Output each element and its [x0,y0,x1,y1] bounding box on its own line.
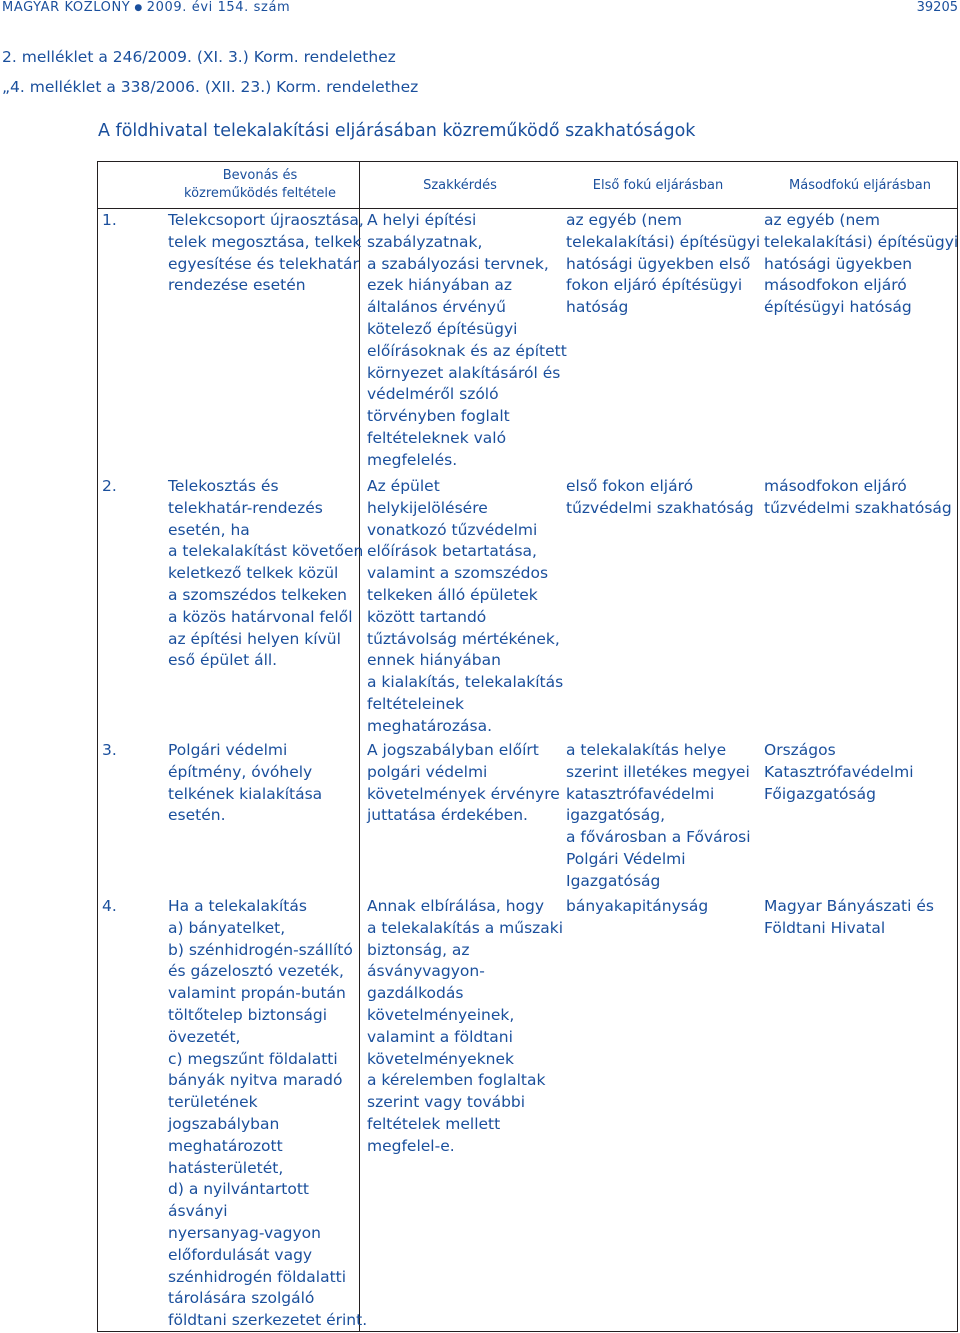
issue-label: 2009. évi 154. szám [146,0,291,15]
document-title: A földhivatal telekalakítási eljárásában közreműködő szakhatóságok [98,121,696,141]
journal-info [2,0,290,15]
question-cell [367,210,567,472]
text-line: Polgári Védelmi [566,849,686,868]
text-line: Telekosztás és [168,477,279,495]
text-line: valamint a szomszédos [367,564,549,583]
second-instance-cell [764,740,914,805]
text-line: kötelező építésügyi [367,319,518,338]
text-line: szabályzatnak, [367,232,483,251]
column-header-question: Szakkérdés [423,178,497,193]
text-line: Földtani Hivatal [764,918,886,937]
text-line: előírások betartatása, [367,542,537,561]
text-line: szerint vagy további [367,1093,526,1112]
question-cell [367,476,563,738]
text-line: a szomszédos telkeken [168,585,347,604]
text-line: rendezése esetén [168,276,306,295]
text-line: telek megosztása, telkek [168,232,362,251]
text-line: hatásterületét, [168,1158,284,1177]
column-header-condition: Bevonás és közreműködés feltétele [184,168,336,201]
text-line: Főigazgatóság [764,784,876,803]
running-header [0,0,960,18]
annex-reference: „4. melléklet a 338/2006. (XII. 23.) Korm. rendelethez [2,78,419,96]
text-line: a) bányatelket, [168,918,286,937]
text-line: Országos [764,741,836,759]
text-line: juttatása érdekében. [367,806,528,825]
text-line: földtani szerkezetet érint. [168,1311,368,1330]
text-line: feltételeknek való [367,428,507,447]
text-line: és gázelosztó vezeték, [168,962,344,981]
text-line: esetén, ha [168,520,250,539]
text-line: keletkező telkek közül [168,564,339,583]
text-line: védelméről szóló [367,385,499,404]
text-line: c) megszűnt földalatti [168,1049,338,1068]
text-line: telkének kialakítása [168,784,323,803]
text-line: ezek hiányában az [367,276,512,295]
text-line: szerint illetékes megyei [566,762,750,781]
text-line: Magyar Bányászati és [764,897,934,915]
text-line: hatóság [566,298,629,317]
text-line: a fővárosban a Fővárosi [566,828,751,847]
text-line: a közös határvonal felől [168,607,353,626]
text-line: Annak elbírálása, hogy [367,897,545,915]
text-line: biztonság, az [367,940,470,959]
text-line: tűzvédelmi szakhatóság [764,498,952,517]
text-line: telekhatár-rendezés [168,498,323,517]
text-line: Az épület [367,477,440,495]
text-line: ennek hiányában [367,651,501,670]
text-line: az egyéb (nem [764,211,880,229]
text-line: vonatkozó tűzvédelmi [367,520,538,539]
text-line: meghatározott [168,1136,283,1155]
second-instance-cell [764,210,958,319]
text-line: eső épület áll. [168,651,278,670]
question-cell [367,896,563,1158]
text-line: a kialakítás, telekalakítás [367,673,564,692]
text-line: előfordulását vagy [168,1245,313,1264]
text-line: az egyéb (nem [566,211,682,229]
table-top-border [97,161,958,162]
text-line: A helyi építési [367,211,477,229]
annex-reference: 2. melléklet a 246/2009. (XI. 3.) Korm. rendelethez [2,48,396,66]
column-header-first-instance: Első fokú eljárásban [592,178,724,193]
text-line: hatósági ügyekben [764,254,913,273]
text-line: másodfokon eljáró [764,276,907,295]
text-line: valamint a földtani [367,1027,513,1046]
annex-references [2,42,418,102]
row-number: 2. [102,477,117,495]
text-line: az építési helyen kívül [168,629,341,648]
text-line: meghatározása. [367,716,493,735]
text-line: igazgatóság, [566,806,666,825]
text-line: bányák nyitva maradó [168,1071,343,1090]
text-line: megfelel-e. [367,1136,455,1155]
text-line: megfelelés. [367,450,458,469]
text-line: feltételek mellett [367,1114,501,1133]
text-line: töltőtelep biztonsági [168,1005,328,1024]
text-line: bányakapitányság [566,897,709,915]
text-line: A jogszabályban előírt [367,741,539,759]
text-line: építmény, óvóhely [168,762,313,781]
text-line: b) szénhidrogén-szállító [168,940,353,959]
first-instance-cell [566,476,754,520]
text-line: helykijelölésére [367,498,488,517]
text-line: polgári védelmi [367,762,488,781]
text-line: ásványvagyon- [367,962,485,981]
text-line: fokon eljáró építésügyi [566,276,743,295]
column-header-second-instance: Másodfokú eljárásban [789,178,931,193]
first-instance-cell [566,896,708,918]
row-number: 4. [102,897,117,915]
text-line: követelmények érvényre [367,784,560,803]
table-header-bottom-border [97,208,958,209]
text-line: első fokon eljáró [566,477,694,495]
condition-cell [168,476,363,672]
text-line: törvényben foglalt [367,407,510,426]
second-instance-cell [764,476,952,520]
text-line: esetén. [168,806,226,825]
text-line: telkeken álló épületek [367,585,538,604]
condition-cell [168,740,322,827]
text-line: építésügyi hatóság [764,298,912,317]
second-instance-cell [764,896,934,940]
text-line: tűztávolság mértékének, [367,629,560,648]
text-line: a kérelemben foglaltak [367,1071,546,1090]
text-line: jogszabályban [168,1114,280,1133]
text-line: tárolására szolgáló [168,1289,315,1308]
page-number: 39205 [916,0,958,15]
bullet-icon: ● [134,2,143,13]
text-line: Polgári védelmi [168,741,288,759]
first-instance-cell [566,210,760,319]
text-line: nyersanyag-vagyon [168,1223,321,1242]
text-line: a szabályozási tervnek, [367,254,549,273]
table-right-border [957,161,958,1332]
row-number: 3. [102,741,117,759]
text-line: egyesítése és telekhatár [168,254,359,273]
text-line: szénhidrogén földalatti [168,1267,347,1286]
text-line: a telekalakítás a műszaki [367,918,564,937]
row-number: 1. [102,211,117,229]
text-line: katasztrófavédelmi [566,784,715,803]
text-line: a telekalakítás helye [566,741,727,759]
text-line: telekalakítási) építésügyi [764,232,959,251]
question-cell [367,740,560,827]
text-line: feltételeinek [367,694,465,713]
text-line: ásványi [168,1202,228,1221]
text-line: Ha a telekalakítás [168,897,307,915]
text-line: között tartandó [367,607,487,626]
text-line: valamint propán-bután [168,984,346,1003]
text-line: telekalakítási) építésügyi [566,232,761,251]
text-line: előírásoknak és az épített [367,341,567,360]
text-line: a telekalakítást követően [168,542,364,561]
condition-cell [168,896,367,1332]
text-line: hatósági ügyekben első [566,254,751,273]
text-line: környezet alakításáról és [367,363,561,382]
table-left-border [97,161,98,1332]
text-line: d) a nyilvántartott [168,1180,310,1199]
text-line: területének [168,1093,258,1112]
text-line: általános érvényű [367,298,506,317]
text-line: Igazgatóság [566,871,661,890]
text-line: övezetét, [168,1027,241,1046]
first-instance-cell [566,740,751,893]
text-line: követelményeinek, [367,1005,515,1024]
condition-cell [168,210,364,297]
text-line: Telekcsoport újraosztása, [168,211,364,229]
text-line: tűzvédelmi szakhatóság [566,498,754,517]
journal-name: MAGYAR KÖZLÖNY [2,0,131,15]
text-line: gazdálkodás [367,984,464,1003]
text-line: követelményeknek [367,1049,515,1068]
text-line: másodfokon eljáró [764,477,907,495]
text-line: Katasztrófavédelmi [764,762,914,781]
